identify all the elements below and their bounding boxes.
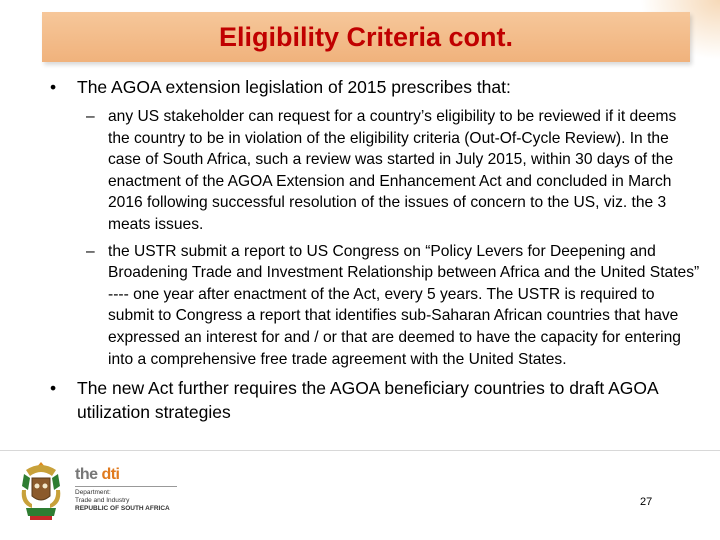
title-banner	[42, 12, 690, 62]
sub-bullet-text: any US stakeholder can request for a country’s eligibility to be reviewed if it deems the country to be in violation of the eligibility criteria (Out-Of-Cycle Review). In the case of South Africa, such a review was started in July 2015, within 30 days of the enactment of the AGOA Extension and Enhancement Act and concluded in March 2016 following successful resolution of the issues of concern to the US, viz. the 3 meats issues.	[108, 108, 677, 233]
bullet-mark: •	[50, 77, 57, 97]
dti-department-label: Department:	[75, 489, 111, 496]
dti-country-name: REPUBLIC OF SOUTH AFRICA	[75, 505, 170, 512]
sub-bullet-list	[50, 106, 700, 370]
bullet-item	[50, 75, 700, 99]
slide-title: Eligibility Criteria cont.	[218, 21, 514, 52]
dti-logo	[75, 466, 235, 516]
dti-logo-rule	[75, 486, 177, 487]
page-number: 27	[640, 496, 653, 508]
bullet-text: The new Act further requires the AGOA beneficiary countries to draft AGOA utilization strategies	[77, 378, 658, 423]
dash-mark: –	[86, 108, 95, 125]
sub-bullet-item	[50, 241, 700, 371]
slide-content	[50, 75, 700, 424]
dash-mark: –	[86, 242, 95, 260]
sub-bullet-text: the USTR submit a report to US Congress on “Policy Levers for Deepening and Broadening Trade and Investment Relationship between Africa and the United States” ---- one year after enactment of the Act, every 5 years. The USTR is required to submit to Congress a report that identifies sub-Saharan African countries that have expressed an interest for and / or that are deemed to have the capacity for entering into a comprehensive free trade agreement with the United States.	[108, 242, 700, 368]
dti-logo-name: the dti	[75, 466, 120, 483]
bullet-item	[50, 376, 700, 424]
coat-of-arms-icon	[16, 460, 66, 522]
footer-divider	[0, 450, 720, 451]
bullet-mark: •	[50, 378, 57, 399]
dti-department-name: Trade and Industry	[75, 497, 130, 504]
bullet-text: The AGOA extension legislation of 2015 prescribes that:	[77, 77, 511, 97]
sub-bullet-item	[50, 106, 700, 236]
